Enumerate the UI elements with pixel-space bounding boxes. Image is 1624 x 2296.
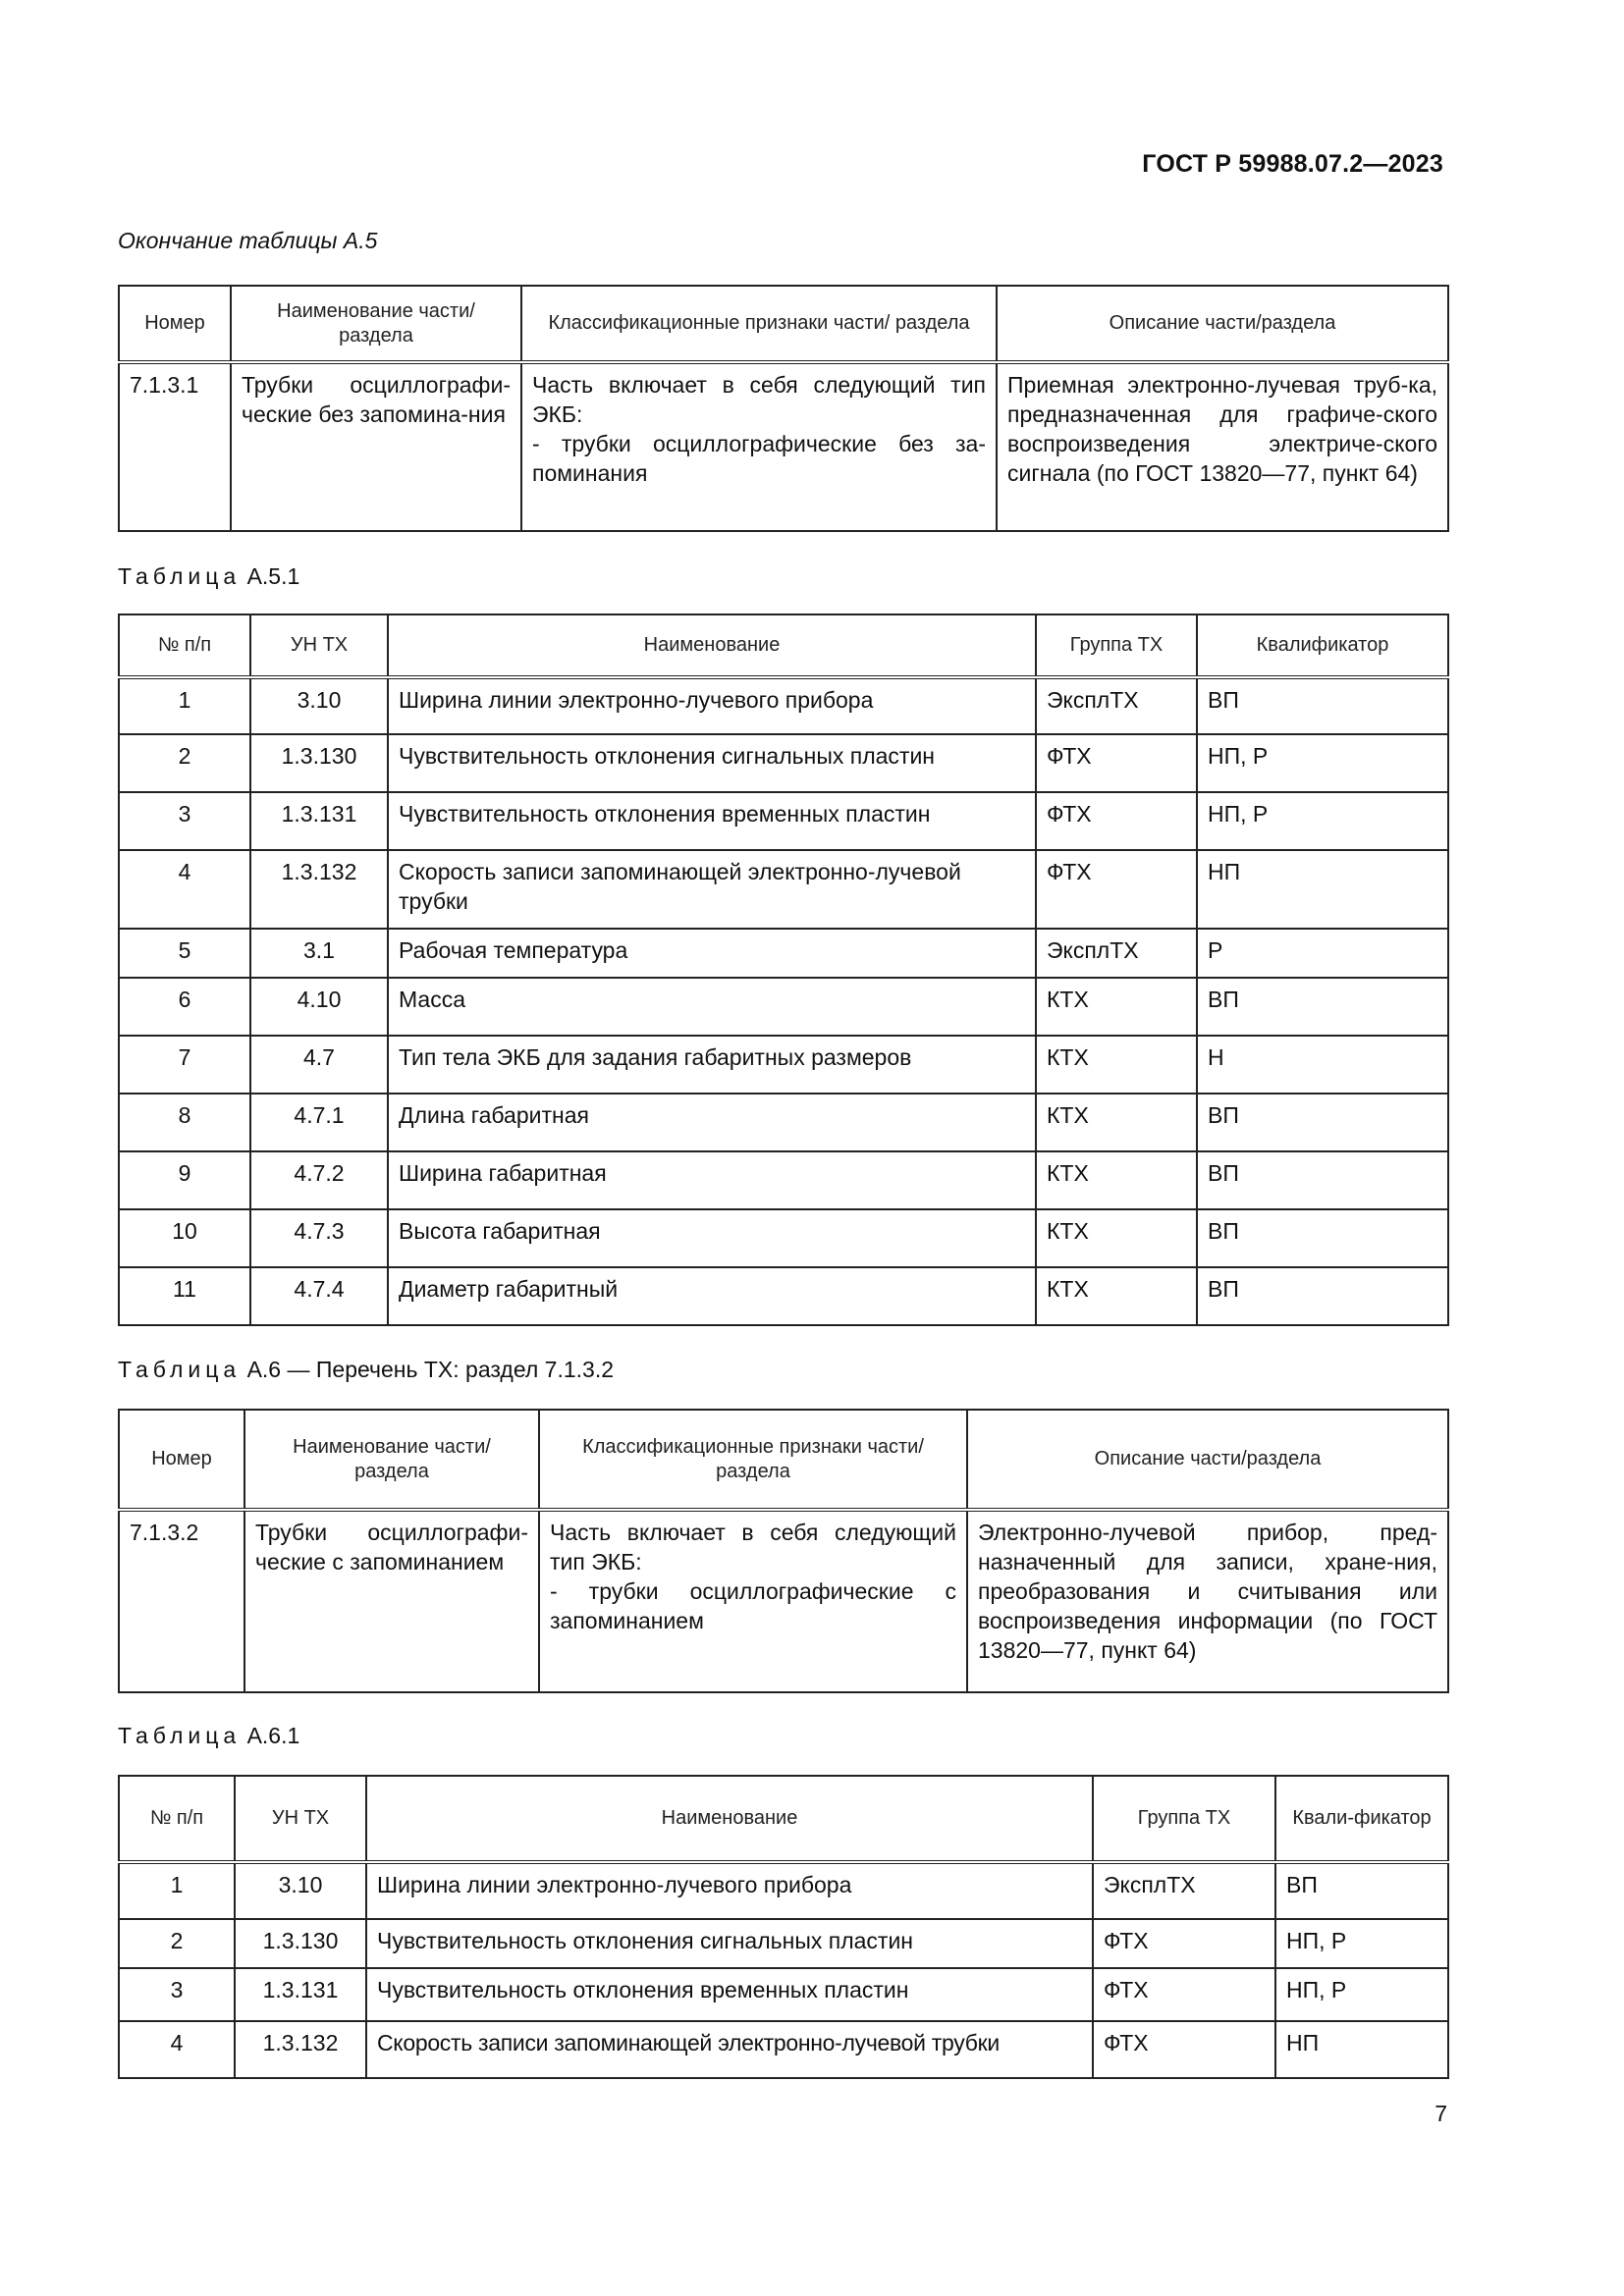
row-index: 11	[119, 1267, 250, 1325]
row-name: Ширина линии электронно-лучевого прибора	[388, 677, 1036, 734]
table-row	[119, 1267, 1448, 1325]
row-index: 3	[119, 1968, 235, 2021]
row-code: 1.3.130	[250, 734, 388, 792]
row-code: 3.1	[250, 929, 388, 978]
row-group: КТХ	[1036, 1209, 1197, 1267]
part-number: 7.1.3.1	[119, 362, 231, 531]
table-row	[119, 1919, 1448, 1968]
features-line: - трубки осциллографические с запоминанием	[550, 1578, 956, 1633]
row-qualifier: Р	[1197, 929, 1448, 978]
table-row	[119, 677, 1448, 734]
column-header: УН ТХ	[235, 1776, 366, 1862]
row-group: ЭксплТХ	[1036, 929, 1197, 978]
row-qualifier: НП, Р	[1275, 1919, 1448, 1968]
table-a6	[118, 1409, 1449, 1693]
row-qualifier: Н	[1197, 1036, 1448, 1094]
column-header: Наименование	[366, 1776, 1093, 1862]
caption-id: А.6.1	[241, 1723, 300, 1748]
table-row	[119, 1209, 1448, 1267]
row-code: 4.7.2	[250, 1151, 388, 1209]
table-row	[119, 734, 1448, 792]
column-header: Номер	[119, 286, 231, 362]
row-qualifier: ВП	[1197, 1094, 1448, 1151]
row-code: 4.7	[250, 1036, 388, 1094]
row-index: 10	[119, 1209, 250, 1267]
column-header: Классификационные признаки части/ раздела	[521, 286, 997, 362]
caption-id: А.5.1	[241, 563, 300, 589]
column-header: Наименование части/ раздела	[244, 1410, 539, 1510]
row-qualifier: НП, Р	[1197, 734, 1448, 792]
row-code: 1.3.132	[235, 2021, 366, 2078]
table-a5-end-caption: Окончание таблицы А.5	[118, 228, 378, 253]
row-qualifier: НП	[1275, 2021, 1448, 2078]
row-index: 6	[119, 978, 250, 1036]
row-code: 4.7.1	[250, 1094, 388, 1151]
table-a5-end	[118, 285, 1449, 532]
caption-prefix: Таблица	[118, 1723, 242, 1748]
row-group: КТХ	[1036, 1267, 1197, 1325]
column-header: № п/п	[119, 1776, 235, 1862]
row-code: 4.10	[250, 978, 388, 1036]
row-group: КТХ	[1036, 1094, 1197, 1151]
column-header: Квали-фикатор	[1275, 1776, 1448, 1862]
table-row	[119, 978, 1448, 1036]
row-name: Длина габаритная	[388, 1094, 1036, 1151]
row-qualifier: ВП	[1197, 978, 1448, 1036]
page-number: 7	[1435, 2101, 1447, 2126]
row-qualifier: НП, Р	[1275, 1968, 1448, 2021]
table-row	[119, 1862, 1448, 1919]
row-group: ЭксплТХ	[1036, 677, 1197, 734]
row-index: 2	[119, 1919, 235, 1968]
row-qualifier: ВП	[1197, 1209, 1448, 1267]
column-header: Описание части/раздела	[997, 286, 1448, 362]
row-index: 3	[119, 792, 250, 850]
table-row	[119, 850, 1448, 929]
row-qualifier: ВП	[1275, 1862, 1448, 1919]
column-header: Номер	[119, 1410, 244, 1510]
column-header: Классификационные признаки части/ раздела	[539, 1410, 967, 1510]
row-group: ФТХ	[1093, 2021, 1275, 2078]
part-features	[521, 362, 997, 531]
table-a51-caption	[118, 563, 299, 590]
part-description: Электронно-лучевой прибор, пред-назначенный для записи, хране-ния, преобразования и считывания или воспроизведения информации (по ГОСТ 13820—77, пункт 64)	[967, 1510, 1448, 1692]
table-row	[119, 1036, 1448, 1094]
row-name: Чувствительность отклонения временных пластин	[388, 792, 1036, 850]
table-row	[119, 929, 1448, 978]
caption-prefix: Таблица	[118, 563, 242, 589]
row-name: Скорость записи запоминающей электронно-лучевой трубки	[388, 850, 1036, 929]
row-index: 8	[119, 1094, 250, 1151]
row-group: ФТХ	[1093, 1919, 1275, 1968]
row-code: 3.10	[250, 677, 388, 734]
row-index: 9	[119, 1151, 250, 1209]
table-row	[119, 1151, 1448, 1209]
table-row	[119, 362, 1448, 531]
row-name: Рабочая температура	[388, 929, 1036, 978]
column-header: № п/п	[119, 614, 250, 677]
row-name: Масса	[388, 978, 1036, 1036]
row-index: 1	[119, 677, 250, 734]
row-code: 4.7.3	[250, 1209, 388, 1267]
row-code: 1.3.131	[250, 792, 388, 850]
row-qualifier: ВП	[1197, 677, 1448, 734]
row-qualifier: НП, Р	[1197, 792, 1448, 850]
row-group: ФТХ	[1093, 1968, 1275, 2021]
row-group: КТХ	[1036, 1036, 1197, 1094]
row-group: КТХ	[1036, 978, 1197, 1036]
row-name: Ширина габаритная	[388, 1151, 1036, 1209]
features-line: - трубки осциллографические без за-поминания	[532, 431, 986, 486]
row-index: 4	[119, 850, 250, 929]
caption-title: А.6 — Перечень ТХ: раздел 7.1.3.2	[241, 1357, 615, 1382]
column-header: Группа ТХ	[1036, 614, 1197, 677]
row-qualifier: ВП	[1197, 1151, 1448, 1209]
row-name: Ширина линии электронно-лучевого прибора	[366, 1862, 1093, 1919]
row-qualifier: ВП	[1197, 1267, 1448, 1325]
row-index: 5	[119, 929, 250, 978]
row-index: 4	[119, 2021, 235, 2078]
part-name: Трубки осциллографи-ческие с запоминанием	[244, 1510, 539, 1692]
row-group: ФТХ	[1036, 792, 1197, 850]
table-a61	[118, 1775, 1449, 2079]
features-line: Часть включает в себя следующий тип ЭКБ:	[532, 372, 986, 427]
row-group: ЭксплТХ	[1093, 1862, 1275, 1919]
row-name: Тип тела ЭКБ для задания габаритных размеров	[388, 1036, 1036, 1094]
row-group: ФТХ	[1036, 734, 1197, 792]
part-number: 7.1.3.2	[119, 1510, 244, 1692]
row-group: КТХ	[1036, 1151, 1197, 1209]
table-row	[119, 1094, 1448, 1151]
row-qualifier: НП	[1197, 850, 1448, 929]
column-header: Описание части/раздела	[967, 1410, 1448, 1510]
document-standard-header: ГОСТ Р 59988.07.2—2023	[1142, 150, 1443, 178]
column-header: Квалификатор	[1197, 614, 1448, 677]
row-index: 7	[119, 1036, 250, 1094]
row-name: Высота габаритная	[388, 1209, 1036, 1267]
row-name: Скорость записи запоминающей электронно-лучевой трубки	[366, 2021, 1093, 2078]
caption-prefix: Таблица	[118, 1357, 242, 1382]
table-a61-caption	[118, 1723, 299, 1749]
row-code: 4.7.4	[250, 1267, 388, 1325]
part-features	[539, 1510, 967, 1692]
row-name: Диаметр габаритный	[388, 1267, 1036, 1325]
table-a51	[118, 614, 1449, 1326]
row-index: 1	[119, 1862, 235, 1919]
column-header: УН ТХ	[250, 614, 388, 677]
row-name: Чувствительность отклонения временных пластин	[366, 1968, 1093, 2021]
row-name: Чувствительность отклонения сигнальных пластин	[366, 1919, 1093, 1968]
row-code: 1.3.131	[235, 1968, 366, 2021]
row-code: 1.3.130	[235, 1919, 366, 1968]
column-header: Наименование части/ раздела	[231, 286, 521, 362]
features-line: Часть включает в себя следующий тип ЭКБ:	[550, 1520, 956, 1575]
row-group: ФТХ	[1036, 850, 1197, 929]
part-name: Трубки осциллографи-ческие без запомина-ния	[231, 362, 521, 531]
part-description: Приемная электронно-лучевая труб-ка, предназначенная для графиче-ского воспроизведения электриче-ского сигнала (по ГОСТ 13820—77, пункт 64)	[997, 362, 1448, 531]
table-row	[119, 1968, 1448, 2021]
table-row	[119, 792, 1448, 850]
table-row	[119, 1510, 1448, 1692]
table-row	[119, 2021, 1448, 2078]
row-name: Чувствительность отклонения сигнальных пластин	[388, 734, 1036, 792]
row-index: 2	[119, 734, 250, 792]
table-a6-caption	[118, 1357, 614, 1383]
column-header: Наименование	[388, 614, 1036, 677]
column-header: Группа ТХ	[1093, 1776, 1275, 1862]
row-code: 1.3.132	[250, 850, 388, 929]
row-code: 3.10	[235, 1862, 366, 1919]
